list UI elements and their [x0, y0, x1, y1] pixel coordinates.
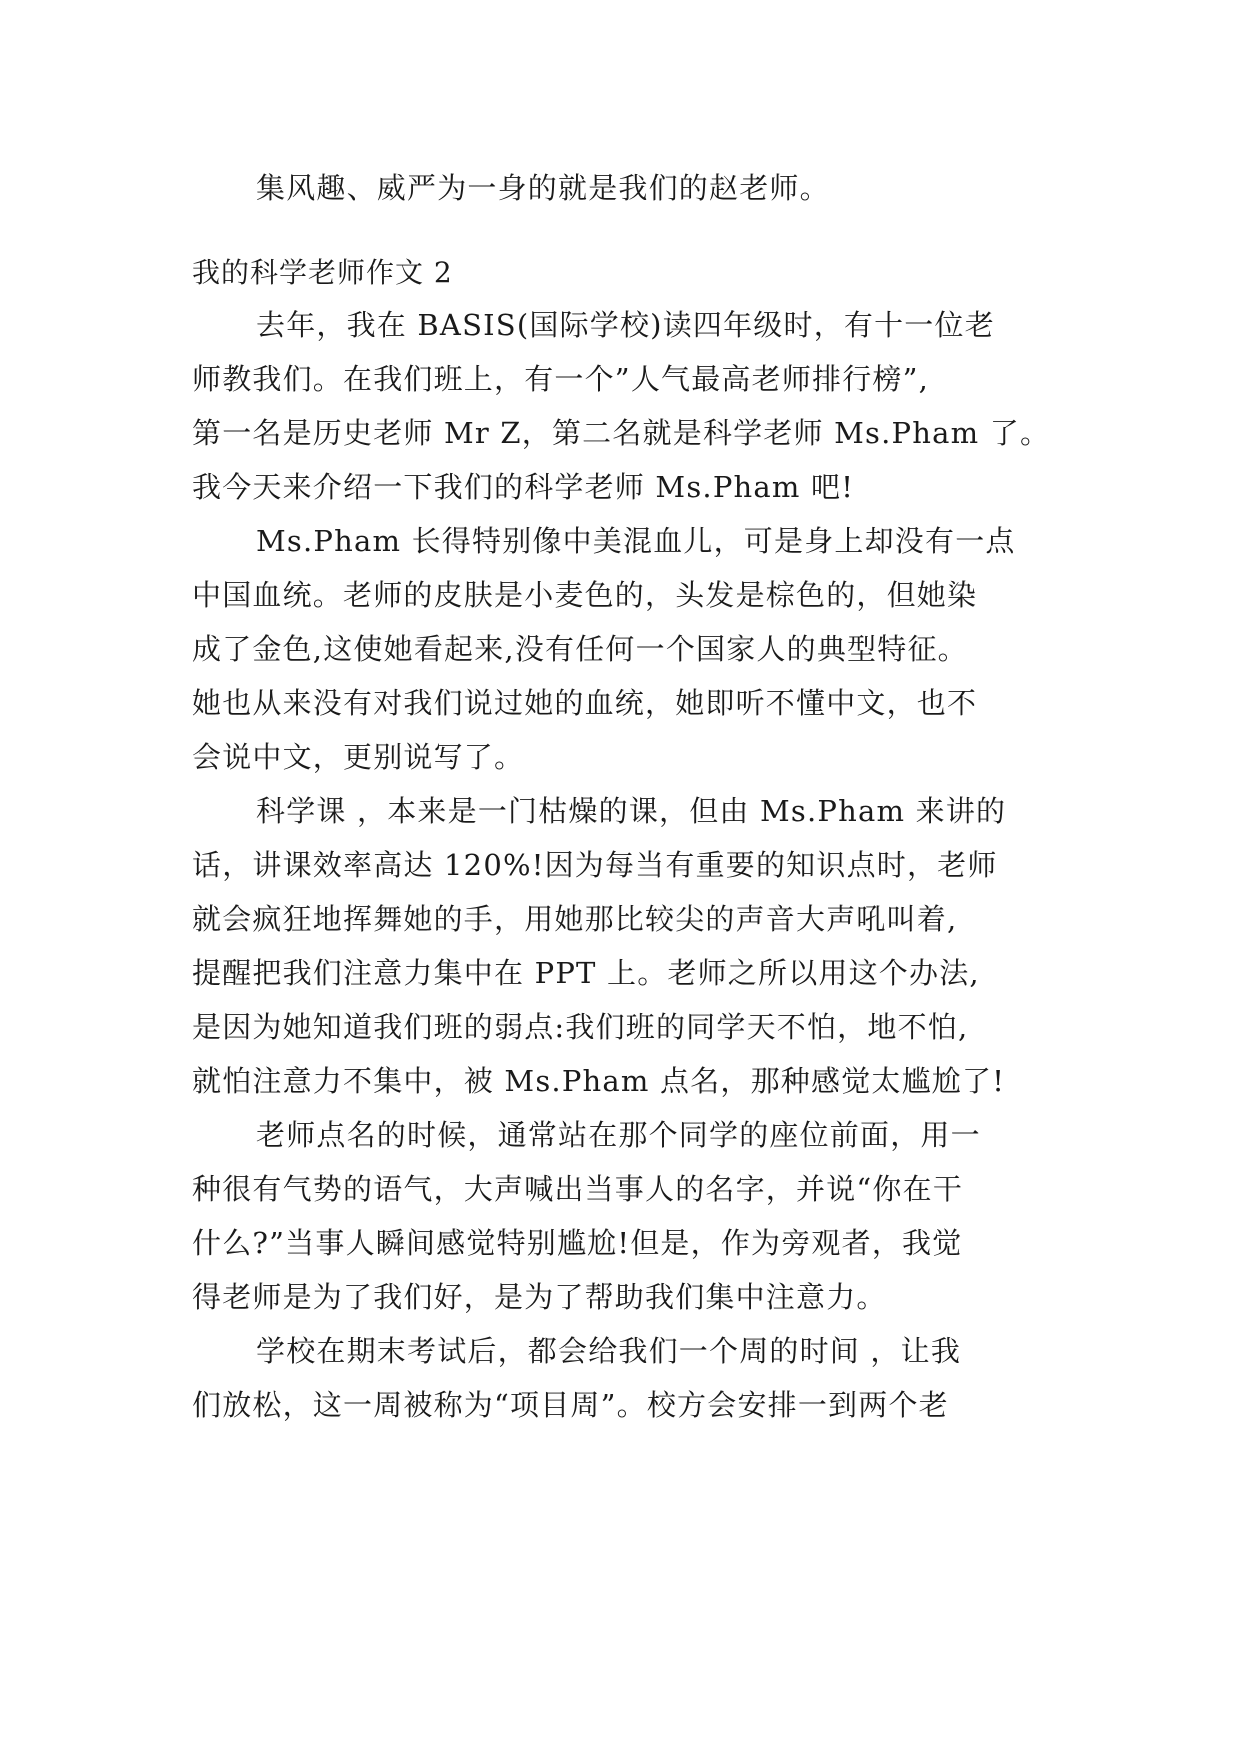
section-heading: 我的科学老师作文 2: [192, 256, 453, 289]
paragraph-line: 去年，我在 BASIS(国际学校)读四年级时，有十一位老: [256, 308, 995, 342]
paragraph-line: 学校在期末考试后，都会给我们一个周的时间 ，让我: [256, 1334, 962, 1368]
paragraph-line: 得老师是为了我们好，是为了帮助我们集中注意力。: [192, 1280, 887, 1314]
paragraph-line: 就会疯狂地挥舞她的手，用她那比较尖的声音大声吼叫着,: [192, 902, 958, 936]
paragraph-line: Ms.Pham 长得特别像中美混血儿，可是身上却没有一点: [256, 524, 1016, 558]
paragraph-line: 第一名是历史老师 Mr Z，第二名就是科学老师 Ms.Pham 了。: [192, 416, 1051, 450]
paragraph-line: 种很有气势的语气，大声喊出当事人的名字，并说“你在干: [192, 1172, 964, 1206]
paragraph-line: 话，讲课效率高达 120%!因为每当有重要的知识点时，老师: [192, 848, 998, 882]
paragraph-line: 集风趣、威严为一身的就是我们的赵老师。: [256, 171, 830, 205]
paragraph-line: 会说中文，更别说写了。: [192, 740, 525, 774]
paragraph-line: 就怕注意力不集中，被 Ms.Pham 点名，那种感觉太尴尬了!: [192, 1064, 1006, 1098]
paragraph-line: 中国血统。老师的皮肤是小麦色的，头发是棕色的，但她染: [192, 578, 978, 612]
paragraph-line: 什么?”当事人瞬间感觉特别尴尬!但是，作为旁观者，我觉: [192, 1226, 963, 1260]
paragraph-line: 老师点名的时候，通常站在那个同学的座位前面，用一: [256, 1118, 981, 1152]
paragraph-line: 她也从来没有对我们说过她的血统，她即听不懂中文，也不: [192, 686, 978, 720]
paragraph-line: 是因为她知道我们班的弱点:我们班的同学天不怕，地不怕,: [192, 1010, 969, 1044]
paragraph-line: 们放松，这一周被称为“项目周”。校方会安排一到两个老: [192, 1388, 949, 1422]
paragraph-line: 我今天来介绍一下我们的科学老师 Ms.Pham 吧!: [192, 470, 855, 504]
paragraph-line: 科学课 ，本来是一门枯燥的课，但由 Ms.Pham 来讲的: [256, 794, 1007, 828]
paragraph-line: 成了金色,这使她看起来,没有任何一个国家人的典型特征。: [192, 632, 968, 666]
paragraph-line: 提醒把我们注意力集中在 PPT 上。老师之所以用这个办法,: [192, 956, 980, 990]
paragraph-line: 师教我们。在我们班上，有一个”人气最高老师排行榜”,: [192, 362, 930, 396]
